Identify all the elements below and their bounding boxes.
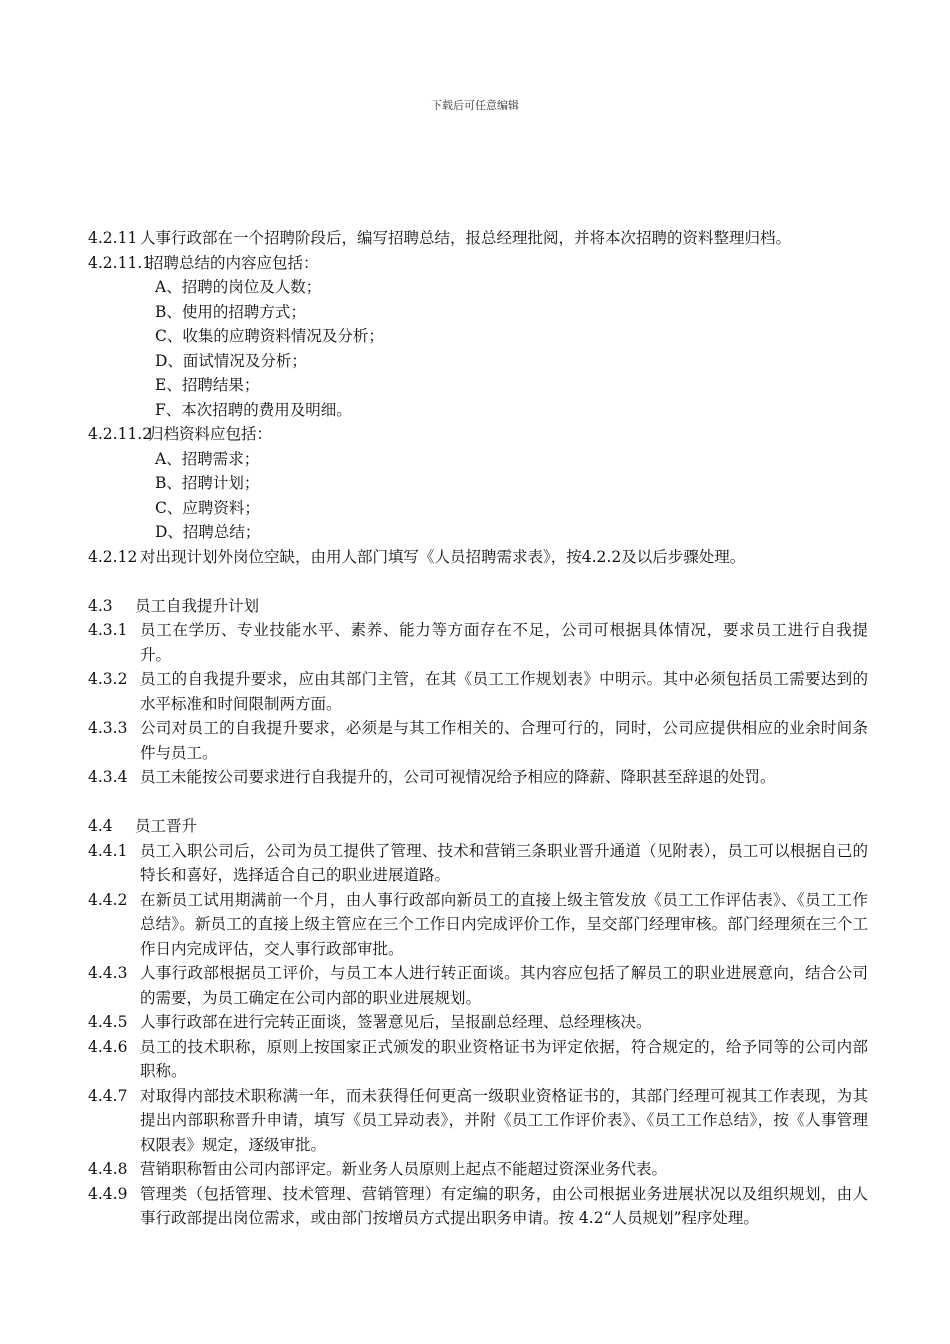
clause-number: 4.3.3: [88, 719, 128, 737]
clause-number: 4.4.7: [88, 1086, 128, 1105]
clause-number: 4.2.11.2: [88, 425, 153, 443]
clause-number: 4.4.3: [88, 964, 128, 982]
list-item: C、收集的应聘资料情况及分析；: [155, 327, 384, 345]
clause-number: 4.3.2: [88, 670, 128, 688]
clause-4-2-11: [88, 226, 868, 251]
list-item: A、招聘的岗位及人数；: [155, 278, 322, 296]
clause-text: 归档资料应包括：: [148, 425, 273, 443]
clause-number: 4.4.5: [88, 1013, 128, 1031]
clause-number: 4.2.11.1: [88, 253, 153, 272]
clause-4-4-5: [88, 1010, 868, 1035]
clause-number: 4.3.1: [88, 621, 128, 639]
clause-text: 对取得内部技术职称满一年，而未获得任何更高一级职业资格证书的，其部门经理可视其工作表现，为其提出内部职称晋升申请，填写《员工异动表》，并附《员工工作评价表》、《员工工作总结》，按《人事管理权限表》规定，逐级审批。: [140, 1086, 868, 1154]
clause-4-4-8: [88, 1157, 868, 1182]
clause-4-3-2: [88, 667, 868, 716]
list-item: A、招聘需求；: [155, 449, 260, 468]
section-heading-4-3: [88, 594, 868, 619]
section-title: 员工晋升: [134, 817, 197, 835]
clause-4-4-6: [88, 1035, 868, 1084]
clause-4-3-1: [88, 618, 868, 667]
clause-text: 人事行政部根据员工评价，与员工本人进行转正面谈。其内容应包括了解员工的职业进展意向，结合公司的需要，为员工确定在公司内部的职业进展规划。: [140, 964, 868, 1007]
clause-number: 4.2.12: [88, 547, 138, 566]
clause-text: 人事行政部在进行完转正面谈，签署意见后，呈报副总经理、总经理核决。: [140, 1013, 652, 1031]
clause-4-4-9: [88, 1182, 868, 1231]
clause-text: 员工的自我提升要求，应由其部门主管，在其《员工工作规划表》中明示。其中必须包括员工需要达到的水平标准和时间限制两方面。: [140, 670, 868, 713]
clause-text: 营销职称暂由公司内部评定。新业务人员原则上起点不能超过资深业务代表。: [140, 1160, 668, 1178]
clause-number: 4.2.11: [88, 229, 138, 247]
clause-4-4-1: [88, 839, 868, 888]
list-item: E、招聘结果；: [155, 376, 260, 394]
clause-text: 公司对员工的自我提升要求，必须是与其工作相关的、合理可行的，同时，公司应提供相应的业余时间条件与员工。: [140, 719, 868, 762]
clause-4-4-3: [88, 961, 868, 1010]
clause-text: 在新员工试用期满前一个月，由人事行政部向新员工的直接上级主管发放《员工工作评估表》、《员工工作总结》。新员工的直接上级主管应在三个工作日内完成评价工作，呈交部门经理审核。部门经理须在三个工作日内完成评估，交人事行政部审批。: [140, 890, 868, 958]
clause-text: 员工未能按公司要求进行自我提升的，公司可视情况给予相应的降薪、降职甚至辞退的处罚。: [140, 768, 776, 786]
clause-4-4-2: [88, 888, 868, 962]
clause-number: 4.4.8: [88, 1160, 128, 1178]
list-item: D、面试情况及分析；: [155, 351, 307, 370]
clause-4-3-3: [88, 716, 868, 765]
clause-4-3-4: [88, 765, 868, 790]
list-item: D、招聘总结；: [155, 523, 261, 541]
list-item: C、应聘资料；: [155, 498, 260, 517]
clause-number: 4.4.9: [88, 1184, 128, 1203]
clause-number: 4.4.6: [88, 1037, 128, 1056]
clause-text: 招聘总结的内容应包括：: [148, 253, 319, 272]
clause-text: 员工的技术职称，原则上按国家正式颁发的职业资格证书为评定依据，符合规定的，给予同等的公司内部职称。: [140, 1037, 868, 1080]
spacer: [88, 790, 868, 815]
section-number: 4.4: [88, 817, 113, 835]
clause-number: 4.4.2: [88, 890, 128, 909]
section-title: 员工自我提升计划: [134, 596, 259, 615]
section-number: 4.3: [88, 596, 113, 615]
clause-number: 4.3.4: [88, 768, 128, 786]
clause-text: 员工入职公司后，公司为员工提供了管理、技术和营销三条职业晋升通道（见附表），员工可以根据自己的特长和喜好，选择适合自己的职业进展道路。: [140, 841, 868, 884]
section-heading-4-4: [88, 814, 868, 839]
page-header: 下载后可任意编辑: [431, 99, 519, 112]
spacer: [88, 569, 868, 594]
clause-4-2-11-2: [88, 422, 868, 447]
list-item: B、使用的招聘方式；: [155, 302, 306, 321]
clause-4-2-12: [88, 545, 868, 570]
list-item: B、招聘计划；: [155, 474, 260, 492]
clause-text: 人事行政部在一个招聘阶段后，编写招聘总结，报总经理批阅，并将本次招聘的资料整理归档。: [140, 229, 792, 247]
clause-text: 对出现计划外岗位空缺，由用人部门填写《人员招聘需求表》，按4.2.2及以后步骤处理。: [140, 547, 746, 566]
document-body: [88, 226, 868, 1231]
clause-text: 管理类（包括管理、技术管理、营销管理）有定编的职务，由公司根据业务进展状况以及组织规划，由人事行政部提出岗位需求，或由部门按增员方式提出职务申请。按 4.2“人员规划”程序处理。: [140, 1184, 868, 1227]
clause-4-4-7: [88, 1084, 868, 1158]
list-item: F、本次招聘的费用及明细。: [155, 400, 352, 419]
clause-text: 员工在学历、专业技能水平、素养、能力等方面存在不足，公司可根据具体情况，要求员工进行自我提升。: [140, 621, 868, 664]
clause-4-2-11-1: [88, 251, 868, 276]
clause-number: 4.4.1: [88, 841, 128, 860]
